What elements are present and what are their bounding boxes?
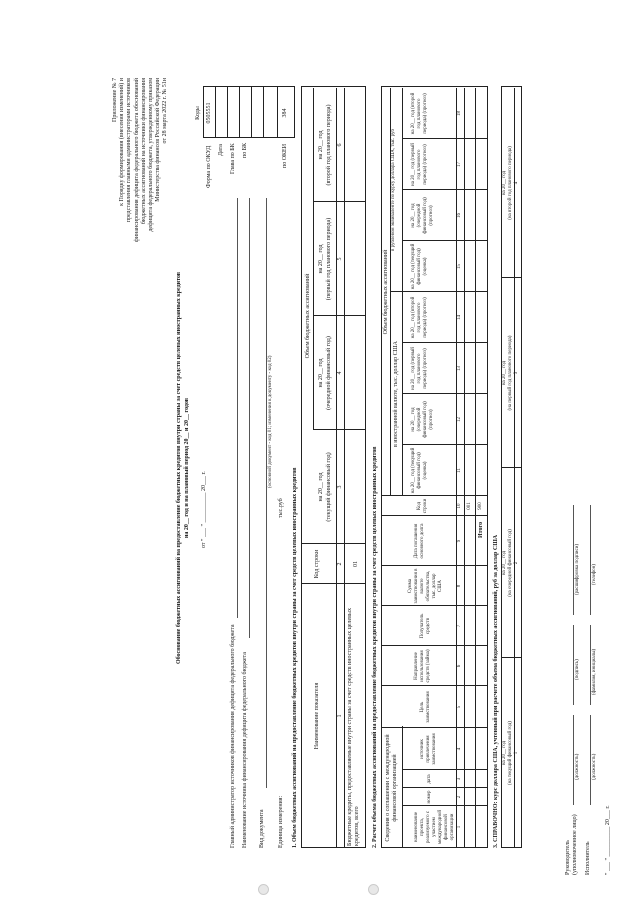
- s2-total-code: 900: [478, 502, 483, 510]
- s2-cur-group: в иностранной валюте, тыс. доллар США: [393, 340, 399, 448]
- s2-year-col: на 20__ год (очередной финансовый год) (прогноз): [411, 197, 434, 234]
- s3-num: 4: [514, 181, 519, 185]
- s2-year-col: на 20__ год (второй год планового периода) (прогноз): [411, 92, 428, 135]
- s1-col-y3-sub: (второй год планового периода): [326, 104, 332, 186]
- s1-col-y0: на 20__ год: [318, 472, 324, 502]
- phone-hint: (телефон): [592, 564, 597, 585]
- s2-year-col: на 20__ год (очередной финансовый год) (прогноз): [411, 401, 434, 438]
- head-sub: (уполномоченное лицо): [572, 814, 578, 875]
- s2-vol-group: Объем бюджетных ассигнований: [383, 249, 389, 335]
- s2-year-col: на 20__ год (первый год планового периода) (прогноз): [411, 347, 428, 390]
- s2-num: 7: [457, 624, 462, 628]
- appendix-line: бюджетных ассигнований на источники финансирования: [140, 78, 147, 225]
- date-label: Дата: [218, 144, 224, 156]
- section3-heading: 3. СПРАВОЧНО: курс доллара США, учтенный при расчете объема бюджетных ассигнований, руб за доллар США: [493, 534, 499, 848]
- s3-col-year: на 20__ год: [502, 550, 507, 576]
- codes-title: Коды: [195, 106, 201, 120]
- okud-code: 0505551: [206, 102, 212, 124]
- s2-col-purpose: Цель заимствования: [420, 691, 431, 723]
- section1-heading: 1. Объем бюджетных ассигнований на предоставление бюджетных кредитов внутри страны за счет средств целевых иностранных кредитов: [292, 467, 298, 848]
- position-hint: (должность): [575, 753, 580, 780]
- s2-num: 15: [457, 264, 462, 269]
- s2-num: 14: [457, 315, 462, 320]
- s2-total-label: Итого: [478, 521, 484, 538]
- s1-col-y0-sub: (текущий финансовый год): [326, 452, 332, 522]
- s2-num: 10: [457, 503, 462, 509]
- appendix-line: к Порядку формирования (внесения изменений) и: [119, 78, 126, 206]
- s1-num: 3: [337, 485, 343, 489]
- s2-agreements-group: Сведения о соглашении с международной финансовой организацией: [385, 734, 398, 842]
- date-signature-line: " ___ " __________ 20___ г.: [605, 805, 611, 875]
- s2-num: 11: [457, 468, 462, 473]
- okei-code: 384: [282, 108, 288, 118]
- doc-type-label: Вид документа: [259, 809, 265, 848]
- s2-col-date: дата: [427, 774, 432, 784]
- s2-col-direction: Направление использования средств (займа): [414, 649, 431, 683]
- s3-col-sub: (на первый год планового периода): [508, 335, 513, 411]
- appendix-line: от 28 марта 2022 г. № 51н: [162, 78, 169, 144]
- s1-num: 2: [337, 562, 343, 566]
- s2-num: 2: [457, 795, 462, 799]
- s1-col-group: Объем бюджетных ассигнований: [305, 273, 311, 359]
- s2-num: 4: [457, 747, 462, 751]
- s2-row-code: 001: [467, 502, 472, 510]
- s2-year-col: на 20__ год (первый год планового периода) (прогноз): [411, 143, 428, 186]
- page-title: Обоснование бюджетных ассигнований на предоставление бюджетных кредитов внутри страны за счет средств целевых иностранных кредитов: [176, 271, 182, 665]
- decode-hint: (расшифровка подписи): [575, 543, 580, 595]
- punch-hole: [368, 884, 379, 895]
- appendix-line: финансирования дефицита федерального бюджета обоснований: [133, 78, 140, 242]
- page-subtitle: на 20__ год и на плановый период 20__ и 20__ годов: [184, 397, 190, 539]
- s2-num: 8: [457, 584, 462, 588]
- s3-col-sub: (на текущий финансовый год): [508, 721, 513, 785]
- s3-col-year: на 20__ год: [502, 360, 507, 386]
- bk-label: Глава по БК: [230, 143, 236, 174]
- s1-col-y1-sub: (очередной финансовый год): [326, 336, 332, 410]
- s3-col-year: на 20__ год: [502, 170, 507, 196]
- appendix-line: представления главными администраторами источников: [126, 78, 133, 223]
- okud-label: Форма по ОКУД: [206, 145, 212, 188]
- s3-col-year: на 20__ год: [502, 740, 507, 766]
- s2-col-number: номер: [427, 790, 432, 804]
- name-hint: (фамилия, инициалы): [592, 648, 597, 695]
- s1-num: 5: [337, 257, 343, 261]
- s2-col-source: источник привлечения заимствования: [420, 733, 437, 765]
- s2-num: 18: [457, 111, 462, 116]
- head-label: Руководитель: [565, 840, 571, 875]
- bk2-label: по БК: [242, 142, 248, 158]
- s3-col-sub: (на второй год планового периода): [508, 146, 513, 220]
- s3-num: 3: [514, 371, 519, 375]
- punch-hole: [258, 884, 269, 895]
- s1-num: 4: [337, 371, 343, 375]
- s2-year-col: на 20__ год (текущий финансовый год) (оценка): [411, 447, 428, 494]
- doc-type-hint: (основной документ - код 01; изменения к документу - код 02): [268, 355, 273, 488]
- s3-num: 1: [514, 751, 519, 755]
- s2-col-code: Код строки: [417, 498, 428, 514]
- s2-num: 9: [457, 539, 462, 543]
- s1-col-code: Код строки: [314, 549, 320, 579]
- s1-col-name: Наименование показателя: [314, 682, 320, 750]
- s2-rub-group: в рублевом эквиваленте по курсу доллара США, тыс. руб: [391, 129, 396, 251]
- s2-num: 6: [457, 664, 462, 668]
- section2-heading: 2. Расчет объема бюджетных ассигнований на предоставление бюджетных кредитов внутри страны за счет средств целевых иностранных кредитов: [372, 446, 378, 848]
- source-label: Наименование источника финансирования дефицита федерального бюджета: [242, 652, 248, 848]
- s3-num: 2: [514, 561, 519, 565]
- s1-col-y2-sub: (первый год планового периода): [326, 217, 332, 301]
- unit-label: Единица измерения:: [278, 795, 284, 848]
- s2-num: 16: [457, 213, 462, 218]
- s1-num: 1: [337, 714, 343, 718]
- s2-num: 12: [457, 417, 462, 422]
- appendix-line: дефицита федерального бюджета, утвержденному приказом: [148, 78, 155, 232]
- s1-col-y3: на 20__ год: [318, 130, 324, 160]
- s2-col-name: наименование проекта, реализуемого с участием международной финансовой организации: [414, 809, 455, 845]
- s1-num: 6: [337, 143, 343, 147]
- s2-num: 13: [457, 366, 462, 371]
- unit-value: тыс.руб: [278, 498, 284, 518]
- sign-hint: (подпись): [575, 659, 580, 680]
- s2-col-recipient: Получатель средств: [420, 613, 431, 639]
- admin-label: Главный администратор источников финансирования дефицита федерального бюджета: [230, 624, 236, 848]
- s1-row-label: Бюджетные кредиты, предоставляемые внутри страны за счет средств иностранных целевых кредитов, всего: [347, 608, 360, 846]
- s2-num: 3: [457, 777, 462, 781]
- s1-row-code: 01: [353, 561, 359, 567]
- s2-num: 1: [457, 825, 462, 829]
- s2-num: 17: [457, 162, 462, 167]
- s1-col-y1: на 20__ год: [318, 358, 324, 388]
- appendix-line: Министерства финансов Российской Федерации: [155, 78, 162, 202]
- position-hint-2: (должность): [592, 753, 597, 780]
- s2-col-sum: Сумма заимствования в валюте обязательства, тыс. доллар США: [408, 568, 443, 604]
- s2-year-col: на 20__ год (второй год планового периода) (прогноз): [411, 296, 428, 339]
- date-line: от " ___ " __________ 20___ г.: [201, 471, 207, 548]
- okei-label: по ОКЕИ: [282, 143, 288, 168]
- s1-col-y2: на 20__ год: [318, 244, 324, 274]
- s2-col-repay: Дата погашения основного долга: [414, 523, 425, 559]
- s2-year-col: на 20__ год (текущий финансовый год) (оценка): [411, 243, 428, 290]
- appendix-line: Приложение № 7: [112, 78, 118, 122]
- s2-num: 5: [457, 705, 462, 709]
- s3-col-sub: (на очередной финансовый год): [508, 529, 513, 597]
- executor-label: Исполнитель: [585, 841, 591, 875]
